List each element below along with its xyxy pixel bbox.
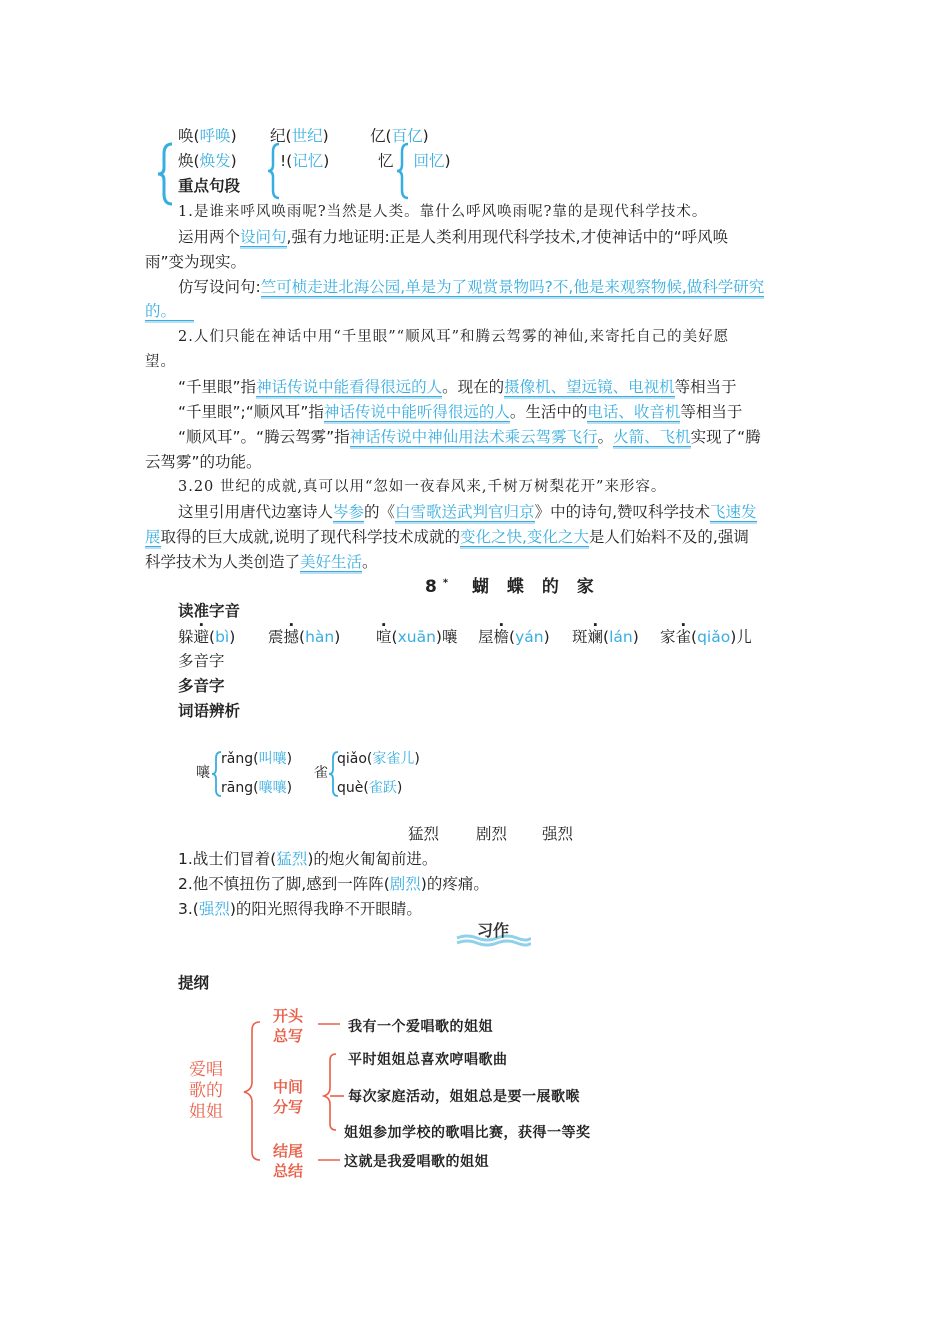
paren: ) (444, 152, 451, 170)
fill-sentence-3 (178, 898, 422, 920)
paren: ) (230, 152, 237, 170)
answer: 强烈 (198, 900, 230, 918)
text: 实现了“腾 (690, 428, 761, 446)
outline-branch-2-label: 中间 分写 (272, 1078, 303, 1116)
fill-sentence-1 (178, 848, 437, 870)
text: 等相当于 (674, 378, 737, 396)
xizuo-banner (455, 918, 531, 950)
outline-branch-1-label: 开头 总写 (272, 1007, 303, 1045)
example: 家雀儿 (372, 751, 415, 767)
section-heading-key-sentences: 重点句段 (178, 177, 241, 195)
paren: ) (323, 152, 330, 170)
pinyin: rǎng (221, 751, 254, 767)
heading-polyphone: 多音字 (178, 677, 225, 695)
text: 等相当于 (680, 403, 743, 421)
text: 2.他不慎扭伤了脚,感到一阵阵( (178, 875, 390, 893)
pronounce-item: 震撼(hàn) (268, 628, 341, 646)
text: 》中的诗句,赞叹科学技术 (534, 503, 710, 521)
word-huhuan: 呼唤 (199, 127, 231, 145)
brace-icon (395, 142, 411, 200)
example: 雀跃 (368, 780, 397, 796)
answer: 摄像机、望远镜、电视机 (504, 378, 675, 396)
s1-para2-cont (145, 300, 194, 322)
word-choice: 剧烈 (476, 825, 508, 843)
quote-3: 3.20 世纪的成就,真可以用“忽如一夜春风来,千树万树梨花开”来形容。 (178, 479, 667, 495)
outline-branch-2-item: 姐姐参加学校的歌唱比赛，获得一等奖 (344, 1125, 591, 1141)
word-huiyi: 回忆 (413, 152, 445, 170)
text: )的疼痛。 (420, 875, 489, 893)
dotted-char: 檐 (493, 628, 510, 646)
lesson-title-text: 蝴 蝶 的 家 (472, 577, 600, 597)
polyphone-que-char: 雀 (314, 765, 328, 781)
text: 运用两个 (178, 228, 241, 246)
answer: 飞速发 (710, 503, 757, 521)
pinyin: bì (215, 628, 230, 646)
text: )的炮火匍匐前进。 (307, 850, 438, 868)
word-jiyi: 记忆 (292, 152, 324, 170)
answer: 火箭、飞机 (613, 428, 691, 446)
text: “千里眼”;“顺风耳”指 (178, 403, 324, 421)
text: 3.( (178, 900, 199, 918)
answer: 岑参 (333, 503, 365, 521)
answer: 设问句 (240, 228, 287, 246)
text: 仿写设问句: (178, 278, 261, 296)
char-yi2: 忆 (378, 152, 394, 170)
text: 。现在的 (442, 378, 505, 396)
lesson-star: * (442, 577, 449, 589)
heading-pronounce: 读准字音 (178, 602, 241, 620)
overflow-text: 多音字 (178, 652, 225, 670)
text: 取得的巨大成就,说明了现代科学技术成就的 (160, 528, 460, 546)
lesson-title (425, 572, 600, 597)
s1-para1-cont: 雨”变为现实。 (145, 253, 247, 271)
answer: 变化之快,变化之大 (459, 528, 589, 546)
text: 1.战士们冒着( (178, 850, 277, 868)
outline-branch-1-text: 我有一个爱唱歌的姐姐 (348, 1019, 493, 1035)
answer: 的。 (145, 302, 194, 321)
pinyin: lán (609, 628, 633, 646)
dotted-char: 雀 (675, 628, 692, 646)
char: 屋 (478, 628, 494, 646)
outline-branch-2-item: 平时姐姐总喜欢哼唱歌曲 (348, 1052, 508, 1068)
char: 儿 (736, 628, 752, 646)
example: 嚷嚷 (258, 780, 287, 796)
dotted-char: 喧 (376, 628, 392, 646)
text: 科学技术为人类创造了 (145, 553, 301, 571)
pronounce-item: 喧(xuān)嚷 (376, 628, 458, 646)
quote-2: 2.人们只能在神话中用“千里眼”“顺风耳”和腾云驾雾的神仙,来寄托自己的美好愿 (178, 329, 730, 345)
char-huan: 唤( (178, 127, 200, 145)
text: 是人们始料不及的,强调 (588, 528, 749, 546)
char-ji: 纪( (270, 127, 292, 145)
answer: 电话、收音机 (587, 403, 681, 421)
text: 。 (362, 553, 378, 571)
text: 这里引用唐代边塞诗人 (178, 503, 334, 521)
text: ,强有力地证明:正是人类利用现代科学技术,才使神话中的“呼风唤 (286, 228, 729, 246)
char-huan2: 焕( (178, 152, 200, 170)
answer: 竺可桢走进北海公园,单是为了观赏景物吗?不,他是来观察物候,做科学研究 (260, 278, 765, 296)
pinyin: qiǎo (337, 751, 367, 767)
brace-icon (266, 142, 282, 200)
outline-branch-3-text: 这就是我爱唱歌的姐姐 (344, 1154, 489, 1170)
s2-line4: 云驾雾”的功能。 (145, 453, 262, 471)
word-baiyi: 百亿 (391, 127, 423, 145)
text: “千里眼”指 (178, 378, 257, 396)
text: “顺风耳”。“腾云驾雾”指 (178, 428, 350, 446)
outline-branch-2-item: 每次家庭活动，姐姐总是要一展歌喉 (348, 1089, 580, 1105)
polyphone-que-row1: qiǎo(家雀儿) (337, 751, 420, 767)
pronounce-item: 家雀(qiǎo)儿 (660, 628, 752, 646)
dotted-char: 斓 (587, 628, 604, 646)
top-row-1 (178, 125, 237, 147)
heading-words: 词语辨析 (178, 702, 241, 720)
s3-line2 (145, 526, 749, 548)
answer: 猛烈 (276, 850, 308, 868)
quote-1: 1.是谁来呼风唤雨呢?当然是人类。靠什么呼风唤雨呢?靠的是现代科学技术。 (178, 204, 708, 220)
char: 嚷 (441, 628, 458, 646)
pinyin: hàn (305, 628, 335, 646)
s3-line1 (178, 501, 757, 523)
fill-sentence-2 (178, 873, 489, 895)
s3-line3 (145, 551, 378, 573)
quote-2-cont: 望。 (145, 354, 176, 370)
top-row-2 (178, 150, 237, 172)
outline-branch-3-label: 结尾 总结 (272, 1142, 303, 1180)
polyphone-rang-row1: rǎng(叫嚷) (221, 751, 293, 767)
text: 。生活中的 (509, 403, 588, 421)
char: 家 (660, 628, 676, 646)
paren: ) (322, 127, 329, 145)
answer: 剧烈 (389, 875, 421, 893)
polyphone-que-row2: què(雀跃) (337, 780, 403, 796)
text: 。 (597, 428, 614, 446)
answer: 美好生活 (300, 553, 363, 571)
outline-heading: 提纲 (178, 974, 210, 992)
answer: 神话传说中神仙用法术乘云驾雾飞行 (349, 428, 598, 446)
char-ji2: !( (280, 152, 293, 170)
dotted-char: 撼 (283, 628, 300, 646)
s2-line1 (178, 376, 737, 398)
char-yi: 亿( (370, 127, 392, 145)
example: 叫嚷 (258, 751, 287, 767)
pronounce-item: 躲避(bì) (178, 628, 236, 646)
word-choice: 猛烈 (408, 825, 440, 843)
s1-para1 (178, 226, 728, 248)
top-row-2-col3 (378, 150, 451, 172)
polyphone-rang-row2: rāng(嚷嚷) (221, 780, 293, 796)
paren: ) (230, 127, 237, 145)
word-huanfa: 焕发 (199, 152, 231, 170)
answer: 神话传说中能听得很远的人 (323, 403, 510, 421)
word-shiji: 世纪 (291, 127, 323, 145)
lesson-number: 8 (425, 577, 443, 597)
char: 躲 (178, 628, 194, 646)
char: 斑 (572, 628, 588, 646)
s2-line3 (178, 426, 761, 448)
s1-para2 (178, 276, 764, 298)
outline-root: 爱唱 歌的 姐姐 (189, 1060, 223, 1122)
pinyin: qiǎo (697, 628, 731, 646)
paren: ) (422, 127, 429, 145)
top-row-2-col2 (280, 150, 329, 172)
answer: 展 (145, 528, 161, 546)
dotted-char: 避 (193, 628, 210, 646)
pronounce-item: 斑斓(lán) (572, 628, 639, 646)
text: 的《 (364, 503, 396, 521)
word-choice: 强烈 (542, 825, 574, 843)
xizuo-title: 习作 (476, 921, 509, 940)
answer: 神话传说中能看得很远的人 (256, 378, 443, 396)
pinyin: yán (515, 628, 544, 646)
char: 震 (268, 628, 284, 646)
s2-line2 (178, 401, 742, 423)
polyphone-rang-char: 嚷 (196, 765, 210, 781)
brace-icon (156, 142, 176, 206)
pinyin: què (337, 780, 364, 796)
answer: 白雪歌送武判官归京 (395, 503, 535, 521)
text: )的阳光照得我睁不开眼睛。 (229, 900, 422, 918)
pronounce-item: 屋檐(yán) (478, 628, 550, 646)
pinyin: rāng (221, 780, 254, 796)
pinyin: xuān (397, 628, 436, 646)
